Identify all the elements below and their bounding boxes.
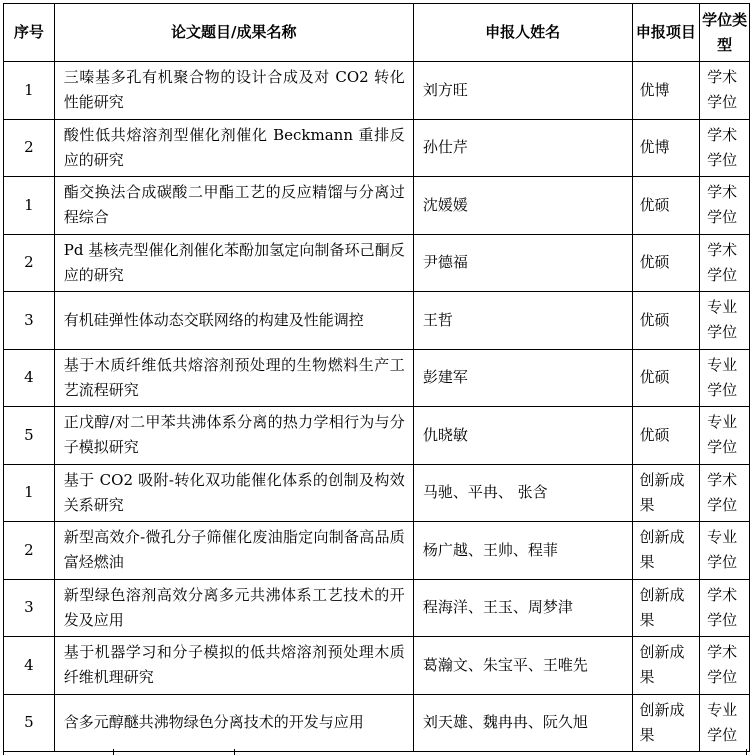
cell-no: 2	[4, 522, 55, 580]
cell-degree: 专业学位	[700, 522, 750, 580]
cell-title: 新型绿色溶剂高效分离多元共沸体系工艺技术的开发及应用	[54, 579, 413, 637]
cell-degree: 学术学位	[700, 177, 750, 235]
cell-title: 正戊醇/对二甲苯共沸体系分离的热力学相行为与分子模拟研究	[54, 407, 413, 465]
cell-title: 酯交换法合成碳酸二甲酯工艺的反应精馏与分离过程综合	[54, 177, 413, 235]
cell-no: 1	[4, 464, 55, 522]
cell-no: 4	[4, 349, 55, 407]
header-title: 论文题目/成果名称	[54, 4, 413, 62]
cell-applicant: 马驰、平冉、 张含	[413, 464, 632, 522]
cell-title: 基于机器学习和分子模拟的低共熔溶剂预处理木质纤维机理研究	[54, 637, 413, 695]
cell-no: 5	[4, 407, 55, 465]
table-row	[4, 694, 750, 752]
cell-no: 4	[4, 637, 55, 695]
cell-degree: 专业学位	[700, 349, 750, 407]
cell-degree: 学术学位	[700, 464, 750, 522]
cell-project: 创新成果	[632, 522, 700, 580]
cell-applicant: 仇晓敏	[413, 407, 632, 465]
table-row	[4, 407, 750, 465]
cell-degree: 学术学位	[700, 62, 750, 120]
cell-project: 优博	[632, 62, 700, 120]
next-row-edge	[3, 749, 747, 755]
cell-no: 3	[4, 579, 55, 637]
cell-title: 基于 CO2 吸附-转化双功能催化体系的创制及构效关系研究	[54, 464, 413, 522]
cell-applicant: 孙仕芹	[413, 119, 632, 177]
header-project: 申报项目	[632, 4, 700, 62]
table-row	[4, 292, 750, 350]
cell-applicant: 刘天雄、魏冉冉、阮久旭	[413, 694, 632, 752]
cell-degree: 学术学位	[700, 234, 750, 292]
cell-applicant: 尹德福	[413, 234, 632, 292]
cell-project: 优硕	[632, 177, 700, 235]
cell-no: 3	[4, 292, 55, 350]
table-row	[4, 522, 750, 580]
cell-degree: 专业学位	[700, 407, 750, 465]
cell-applicant: 刘方旺	[413, 62, 632, 120]
cell-project: 创新成果	[632, 637, 700, 695]
table-row	[4, 62, 750, 120]
cell-no: 1	[4, 177, 55, 235]
cell-project: 优博	[632, 119, 700, 177]
cell-degree: 学术学位	[700, 579, 750, 637]
cell-project: 优硕	[632, 234, 700, 292]
cell-title: 新型高效介-微孔分子筛催化废油脂定向制备高品质富烃燃油	[54, 522, 413, 580]
cell-title: Pd 基核壳型催化剂催化苯酚加氢定向制备环己酮反应的研究	[54, 234, 413, 292]
table-row	[4, 177, 750, 235]
table-row	[4, 119, 750, 177]
cell-project: 创新成果	[632, 694, 700, 752]
cell-project: 创新成果	[632, 464, 700, 522]
table-row	[4, 464, 750, 522]
table-row	[4, 234, 750, 292]
cell-project: 优硕	[632, 292, 700, 350]
header-applicant: 申报人姓名	[413, 4, 632, 62]
cell-project: 创新成果	[632, 579, 700, 637]
cell-no: 5	[4, 694, 55, 752]
header-degree: 学位类型	[700, 4, 750, 62]
cell-title: 含多元醇醚共沸物绿色分离技术的开发与应用	[54, 694, 413, 752]
cell-no: 1	[4, 62, 55, 120]
cell-applicant: 程海洋、王玉、周梦津	[413, 579, 632, 637]
cell-applicant: 沈媛媛	[413, 177, 632, 235]
cell-no: 2	[4, 119, 55, 177]
header-row	[4, 4, 750, 62]
cell-title: 酸性低共熔溶剂型催化剂催化 Beckmann 重排反应的研究	[54, 119, 413, 177]
cell-project: 优硕	[632, 349, 700, 407]
cell-title: 三嗪基多孔有机聚合物的设计合成及对 CO2 转化性能研究	[54, 62, 413, 120]
results-table	[3, 3, 750, 752]
cell-degree: 学术学位	[700, 637, 750, 695]
cell-applicant: 葛瀚文、朱宝平、王唯先	[413, 637, 632, 695]
cell-degree: 学术学位	[700, 119, 750, 177]
cell-applicant: 彭建军	[413, 349, 632, 407]
cell-no: 2	[4, 234, 55, 292]
cell-title: 有机硅弹性体动态交联网络的构建及性能调控	[54, 292, 413, 350]
header-no: 序号	[4, 4, 55, 62]
table-row	[4, 579, 750, 637]
cell-degree: 专业学位	[700, 292, 750, 350]
table-row	[4, 637, 750, 695]
cell-degree: 专业学位	[700, 694, 750, 752]
cell-applicant: 王哲	[413, 292, 632, 350]
cell-project: 优硕	[632, 407, 700, 465]
cell-title: 基于木质纤维低共熔溶剂预处理的生物燃料生产工艺流程研究	[54, 349, 413, 407]
cell-applicant: 杨广越、王帅、程菲	[413, 522, 632, 580]
table-row	[4, 349, 750, 407]
